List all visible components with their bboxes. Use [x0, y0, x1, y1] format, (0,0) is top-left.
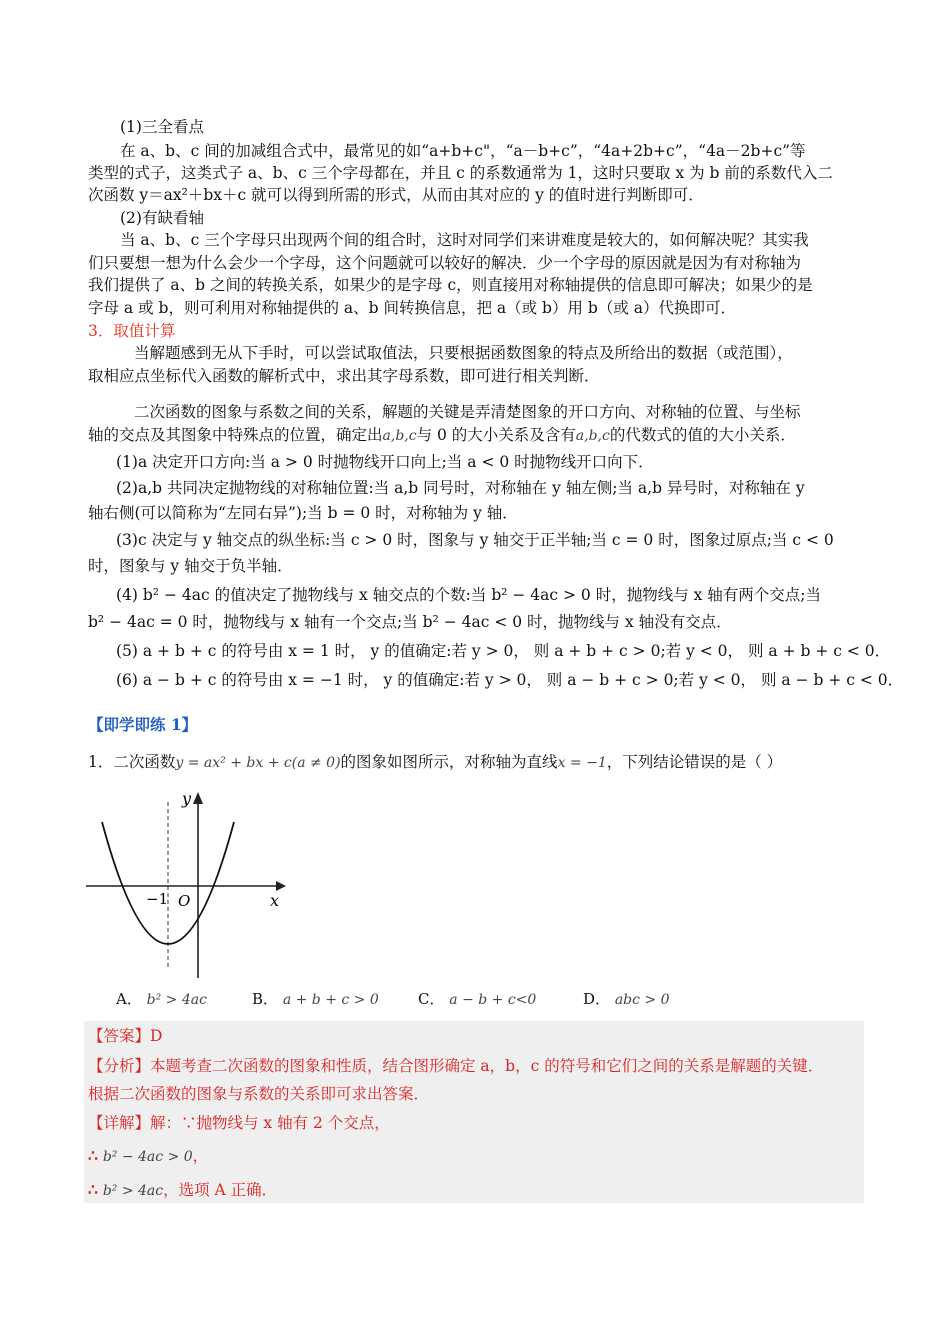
detail-line2: [88, 1145, 208, 1168]
intro-math-abc-2: a,b,c: [575, 428, 610, 444]
intro-line2-c: 的代数式的值的大小关系．: [609, 426, 796, 444]
y-axis-label: y: [182, 789, 192, 808]
option-b-letter: B．: [252, 990, 279, 1008]
p2-title: (2)有缺看轴: [120, 209, 204, 227]
p1-line1: 在 a、b、c 间的加减组合式中，最常见的如“a+b+c"，“a－b+c”，“4a+2b+c”，“4a－2b+c”等: [120, 142, 806, 160]
analysis-line2: 根据二次函数的图象与系数的关系即可求出答案．: [88, 1085, 430, 1103]
origin-label: O: [178, 892, 191, 910]
tick-minus-one-label: −1: [146, 890, 169, 908]
rule-5: (5) a + b + c 的符号由 x = 1 时， y 的值确定:若 y > 0， 则 a + b + c > 0;若 y < 0， 则 a + b + c < 0．: [116, 642, 891, 660]
rule-4-line1: (4) b² − 4ac 的值决定了抛物线与 x 轴交点的个数:当 b² − 4ac > 0 时，抛物线与 x 轴有两个交点;当: [116, 586, 822, 604]
p2-line3: 我们提供了 a、b 之间的转换关系，如果少的是字母 c，则直接用对称轴提供的信息即可解决；如果少的是: [88, 276, 813, 294]
practice-heading: 【即学即练 1】: [88, 715, 198, 734]
rule-2-line2: 轴右侧(可以简称为“左同右异”);当 b = 0 时，对称轴为 y 轴．: [88, 504, 518, 522]
option-b[interactable]: [252, 988, 379, 1011]
p1-line2: 类型的式子，这类式子 a、b、c 三个字母都在，并且 c 的系数通常为 1，这时只要取 x 为 b 前的系数代入二: [88, 164, 833, 182]
therefore-symbol: ∴: [88, 1180, 98, 1199]
p1-line3: 次函数 y＝ax²＋bx＋c 就可以得到所需的形式，从而由其对应的 y 的值时进行判断即可．: [88, 186, 704, 204]
p3-line1: 当解题感到无从下手时，可以尝试取值法，只要根据函数图象的特点及所给出的数据（或范围），: [134, 344, 793, 362]
rule-3-line1: (3)c 决定与 y 轴交点的纵坐标:当 c > 0 时，图象与 y 轴交于正半轴;当 c = 0 时，图象过原点;当 c < 0: [116, 531, 834, 549]
therefore-symbol: ∴: [88, 1146, 98, 1165]
section3-heading: 3．取值计算: [88, 322, 176, 340]
detail-line1: 【详解】解：∵抛物线与 x 轴有 2 个交点，: [88, 1114, 390, 1132]
question-1-axis: x = −1: [557, 755, 607, 771]
option-c[interactable]: [418, 988, 536, 1011]
intro-line2-b: 与 0 的大小关系及含有: [416, 426, 576, 444]
detail-line3-math: b² > 4ac: [102, 1183, 164, 1199]
option-a-expr: b² > 4ac: [146, 992, 207, 1008]
x-axis-label: x: [270, 891, 280, 910]
intro-line2-a: 轴的交点及其图象中特殊点的位置，确定出: [88, 426, 383, 444]
option-a-letter: A．: [116, 990, 142, 1008]
question-1-a: 1．二次函数: [88, 753, 176, 771]
intro-line1: 二次函数的图象与系数之间的关系，解题的关键是弄清楚图象的开口方向、对称轴的位置、与坐标: [134, 403, 801, 421]
option-d[interactable]: [583, 988, 670, 1011]
p1-title: (1)三全看点: [120, 118, 204, 136]
option-d-letter: D．: [583, 990, 611, 1008]
analysis-line1: 【分析】本题考查二次函数的图象和性质，结合图形确定 a，b，c 的符号和它们之间的关系是解题的关键．: [88, 1057, 824, 1075]
detail-line2-math: b² − 4ac > 0: [102, 1149, 193, 1165]
question-1-function: y = ax² + bx + c(a ≠ 0): [175, 755, 341, 771]
p3-line2: 取相应点坐标代入函数的解析式中，求出其字母系数，即可进行相关判断．: [88, 367, 600, 385]
question-1: [88, 751, 782, 774]
detail-line3-end: ，选项 A 正确．: [163, 1181, 278, 1199]
option-c-letter: C．: [418, 990, 445, 1008]
detail-line2-end: ，: [192, 1147, 209, 1165]
detail-line3: [88, 1179, 277, 1202]
intro-line2: [88, 424, 796, 447]
y-axis-arrow: [193, 792, 203, 804]
rule-4-line2: b² − 4ac = 0 时，抛物线与 x 轴有一个交点;当 b² − 4ac < 0 时，抛物线与 x 轴没有交点．: [88, 613, 732, 631]
option-a[interactable]: [116, 988, 207, 1011]
p2-line4: 字母 a 或 b，则可利用对称轴提供的 a、b 间转换信息，把 a（或 b）用 b（或 a）代换即可．: [88, 299, 736, 317]
rule-2-line1: (2)a,b 共同决定抛物线的对称轴位置:当 a,b 同号时，对称轴在 y 轴左侧;当 a,b 异号时，对称轴在 y: [116, 479, 805, 497]
rule-6: (6) a − b + c 的符号由 x = −1 时， y 的值确定:若 y > 0， 则 a − b + c > 0;若 y < 0， 则 a − b + c < 0．: [116, 671, 904, 689]
parabola-graph: [84, 788, 294, 980]
rule-3-line2: 时，图象与 y 轴交于负半轴．: [88, 557, 293, 575]
question-1-b: 的图象如图所示，对称轴为直线: [340, 753, 558, 771]
option-c-expr: a − b + c<0: [449, 992, 537, 1008]
option-b-expr: a + b + c > 0: [282, 992, 379, 1008]
rule-1: (1)a 决定开口方向:当 a > 0 时抛物线开口向上;当 a < 0 时抛物线开口向下．: [116, 453, 654, 471]
x-axis-arrow: [276, 881, 286, 891]
option-d-expr: abc > 0: [614, 992, 670, 1008]
p2-line2: 们只要想一想为什么会少一个字母，这个问题就可以较好的解决．少一个字母的原因就是因为有对称轴为: [88, 254, 802, 272]
intro-math-abc-1: a,b,c: [382, 428, 417, 444]
p2-line1: 当 a、b、c 三个字母只出现两个间的组合时，这时对同学们来讲难度是较大的，如何解决呢？其实我: [120, 231, 809, 249]
question-1-c: ，下列结论错误的是（ ）: [606, 753, 783, 771]
answer-line: 【答案】D: [88, 1027, 163, 1045]
